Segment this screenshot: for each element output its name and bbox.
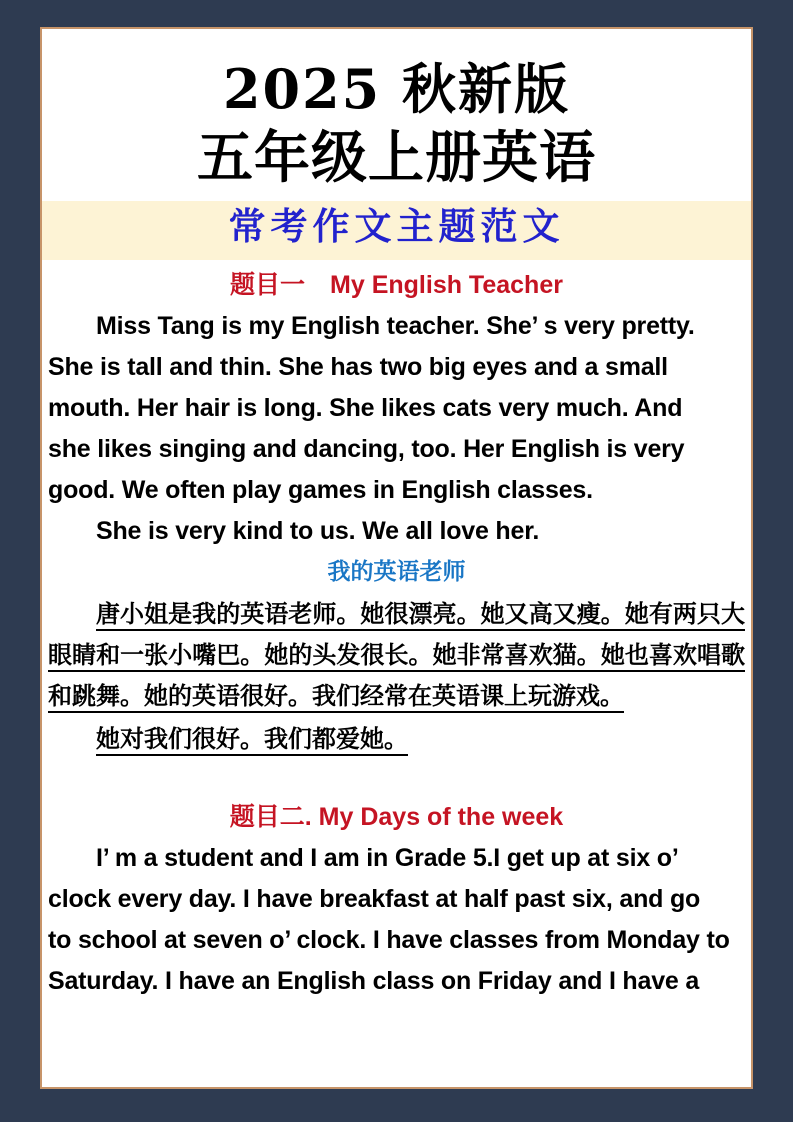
text-line: she likes singing and dancing, too. Her English is very	[48, 435, 685, 463]
text-line: mouth. Her hair is long. She likes cats very much. And	[48, 394, 683, 422]
text-line: Saturday. I have an English class on Friday and I have a	[48, 967, 700, 995]
essay2-heading: 题目二. My Days of the week	[229, 803, 564, 831]
essay2-english-paragraph	[48, 838, 745, 1002]
document-page	[40, 27, 753, 1089]
essay1-chinese-closing-line: 她对我们很好。我们都爱她。	[96, 726, 408, 753]
doc-title-line1: 2025 秋新版	[222, 57, 571, 121]
banner	[42, 201, 751, 260]
text-line: She is tall and thin. She has two big eyes and a small	[48, 353, 668, 381]
essay1-chinese-heading: 我的英语老师	[327, 558, 466, 584]
essay1-heading: 题目一 My English Teacher	[230, 271, 563, 299]
text-line: to school at seven o’ clock. I have classes from Monday to	[48, 926, 730, 954]
text-line: 和跳舞。她的英语很好。我们经常在英语课上玩游戏。	[48, 683, 624, 710]
text-line: clock every day. I have breakfast at half past six, and go	[48, 885, 701, 913]
essay1-english-closing-line: She is very kind to us. We all love her.	[96, 517, 540, 545]
essay1-english-paragraph	[48, 306, 745, 552]
essay1-chinese-paragraph	[48, 594, 745, 717]
text-line: good. We often play games in English classes.	[48, 476, 593, 504]
text-line: I’ m a student and I am in Grade 5.I get up at six o’	[96, 844, 679, 872]
banner-text: 常考作文主题范文	[228, 204, 565, 248]
text-line: Miss Tang is my English teacher. She’ s very pretty.	[96, 312, 695, 340]
section-gap	[48, 760, 745, 802]
text-line: 眼睛和一张小嘴巴。她的头发很长。她非常喜欢猫。她也喜欢唱歌	[48, 642, 745, 669]
text-line: 唐小姐是我的英语老师。她很漂亮。她又高又瘦。她有两只大	[96, 601, 745, 628]
doc-title-line2: 五年级上册英语	[197, 125, 596, 191]
